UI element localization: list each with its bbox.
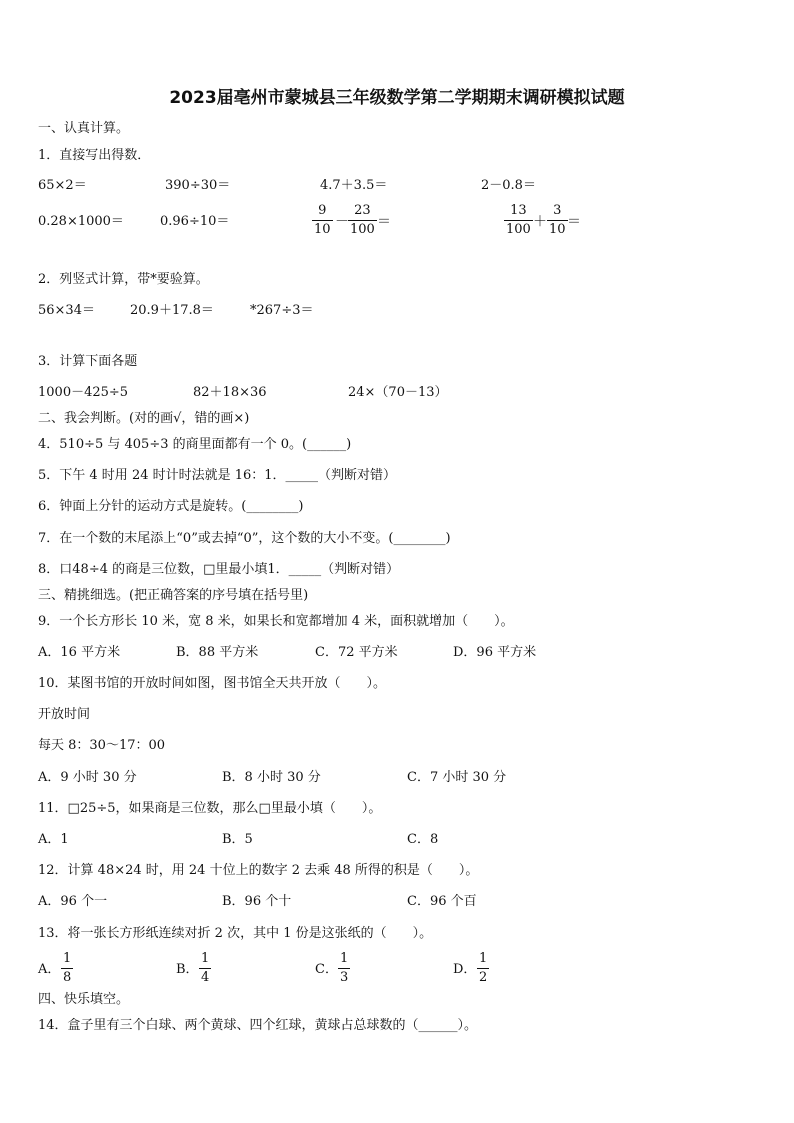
section-heading-2: 二、我会判断。(对的画√，错的画×): [38, 411, 250, 426]
fraction: [504, 203, 533, 237]
option: D．96 平方米: [453, 645, 537, 660]
denominator: 100: [506, 222, 531, 237]
numerator: 1: [340, 951, 349, 966]
numerator: 23: [354, 203, 371, 218]
numerator: 1: [201, 951, 210, 966]
equals-sign: ＝: [567, 214, 581, 230]
section-heading-4: 四、快乐填空。: [38, 992, 130, 1007]
option: C．96 个百: [407, 894, 477, 909]
question-5: 5．下午 4 时用 24 时计时法就是 16：1．_____（判断对错）: [38, 468, 397, 483]
question-2: 2．列竖式计算，带*要验算。: [38, 272, 209, 287]
calc-item: 4.7＋3.5＝: [320, 178, 388, 193]
denominator: 3: [340, 970, 349, 985]
calc-item: 0.96÷10＝: [160, 214, 230, 229]
question-6: 6．钟面上分针的运动方式是旋转。(________): [38, 499, 304, 514]
question-10: 10．某图书馆的开放时间如图，图书馆全天共开放（ ）。: [38, 676, 387, 691]
calc-item: 24×（70－13）: [348, 385, 448, 400]
fraction: [547, 203, 568, 237]
calc-item: 390÷30＝: [165, 178, 231, 193]
option: C．7 小时 30 分: [407, 770, 507, 785]
calc-item: 1000－425÷5: [38, 385, 129, 400]
option: A．9 小时 30 分: [38, 770, 137, 785]
question-3: 3．计算下面各题: [38, 354, 138, 369]
question-11: 11．□25÷5，如果商是三位数，那么□里最小填（ ）。: [38, 801, 382, 816]
fraction: [312, 203, 333, 237]
calc-item: 0.28×1000＝: [38, 214, 124, 229]
opening-hours-label: 开放时间: [38, 707, 91, 722]
question-13: 13．将一张长方形纸连续对折 2 次，其中 1 份是这张纸的（ ）。: [38, 926, 433, 941]
option: B．8 小时 30 分: [222, 770, 321, 785]
numerator: 3: [553, 203, 562, 218]
option-label: B．: [176, 962, 199, 977]
option: C．8: [407, 832, 439, 847]
section-heading-3: 三、精挑细选。(把正确答案的序号填在括号里): [38, 588, 309, 603]
numerator: 1: [479, 951, 488, 966]
option: A．96 个一: [38, 894, 108, 909]
denominator: 8: [63, 970, 72, 985]
option: B．5: [222, 832, 253, 847]
option: A．1: [38, 832, 69, 847]
calc-item: *267÷3＝: [250, 303, 314, 318]
option: B．96 个十: [222, 894, 292, 909]
section-heading-1: 一、认真计算。: [38, 121, 130, 136]
option: A．16 平方米: [38, 645, 121, 660]
calc-item: 56×34＝: [38, 303, 95, 318]
denominator: 10: [549, 222, 566, 237]
equals-sign: ＝: [377, 214, 391, 230]
denominator: 10: [314, 222, 331, 237]
fraction: [477, 951, 489, 985]
fraction: [348, 203, 377, 237]
fraction: [199, 951, 211, 985]
operator: －: [335, 214, 349, 230]
numerator: 13: [510, 203, 527, 218]
question-9: 9．一个长方形长 10 米，宽 8 米，如果长和宽都增加 4 米，面积就增加（ ）。: [38, 614, 514, 629]
option: C．72 平方米: [315, 645, 398, 660]
question-14: 14．盒子里有三个白球、两个黄球、四个红球，黄球占总球数的（______）。: [38, 1018, 478, 1033]
denominator: 4: [201, 970, 210, 985]
option-label: A．: [38, 962, 61, 977]
calc-item: 82＋18×36: [193, 385, 267, 400]
question-4: 4．510÷5 与 405÷3 的商里面都有一个 0。(______): [38, 437, 352, 452]
opening-hours-value: 每天 8：30～17：00: [38, 738, 166, 753]
fraction: [338, 951, 350, 985]
question-7: 7．在一个数的末尾添上“0”或去掉“0”，这个数的大小不变。(________): [38, 531, 451, 546]
option: B．88 平方米: [176, 645, 259, 660]
question-8: 8．口48÷4 的商是三位数，□里最小填1．_____（判断对错）: [38, 562, 400, 577]
operator: ＋: [533, 214, 547, 230]
fraction: [61, 951, 73, 985]
denominator: 2: [479, 970, 488, 985]
option-label: C．: [315, 962, 338, 977]
calc-item: 2－0.8＝: [481, 178, 536, 193]
page-title: 2023届亳州市蒙城县三年级数学第二学期期末调研模拟试题: [169, 88, 625, 108]
option-label: D．: [453, 962, 477, 977]
calc-item: 20.9＋17.8＝: [130, 303, 214, 318]
numerator: 9: [318, 203, 327, 218]
denominator: 100: [350, 222, 375, 237]
question-12: 12．计算 48×24 时，用 24 十位上的数字 2 去乘 48 所得的积是（ ）。: [38, 863, 479, 878]
calc-item: 65×2＝: [38, 178, 87, 193]
numerator: 1: [63, 951, 72, 966]
question-1: 1．直接写出得数．: [38, 148, 151, 163]
